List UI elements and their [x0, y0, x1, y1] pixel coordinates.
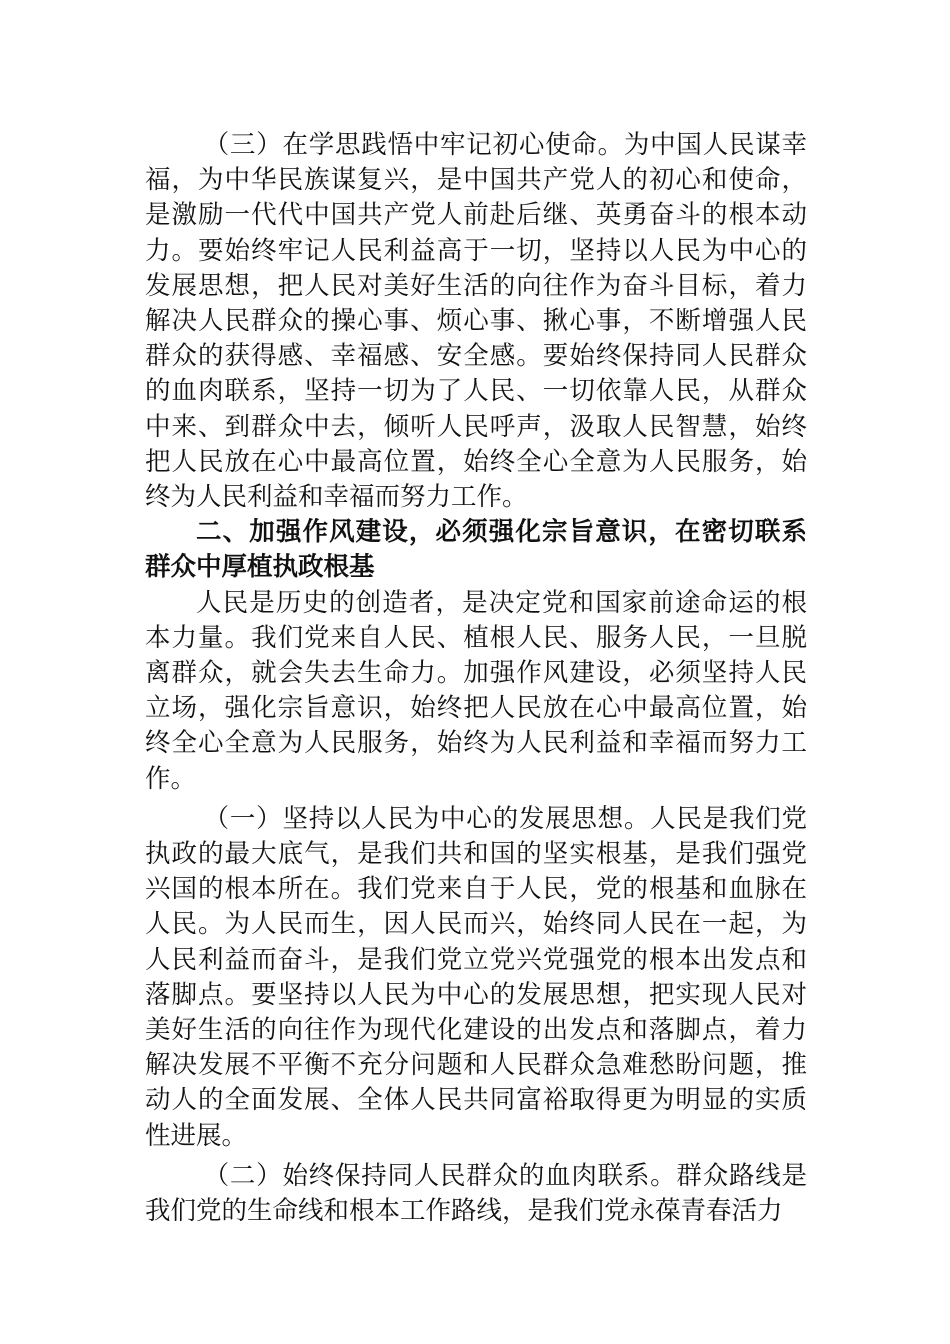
section-heading-two: 二、加强作风建设，必须强化宗旨意识，在密切联系群众中厚植执政根基	[145, 517, 807, 583]
paragraph-people-centered: （一）坚持以人民为中心的发展思想。人民是我们党执政的最大底气，是我们共和国的坚实根基，是我们强党兴国的根本所在。我们党来自于人民，党的根基和血脉在人民。为人民而生，因人民而兴，始终同人民在一起，为人民利益而奋斗，是我们党立党兴党强党的根本出发点和落脚点。要坚持以人民为中心的发展思想，把实现人民对美好生活的向往作为现代化建设的出发点和落脚点，着力解决发展不平衡不充分问题和人民群众急难愁盼问题，推动人的全面发展、全体人民共同富裕取得更为明显的实质性进展。	[145, 803, 807, 1151]
paragraph-remember-mission: （三）在学思践悟中牢记初心使命。为中国人民谋幸福，为中华民族谋复兴，是中国共产党人的初心和使命，是激励一代代中国共产党人前赴后继、英勇奋斗的根本动力。要始终牢记人民利益高于一切，坚持以人民为中心的发展思想，把人民对美好生活的向往作为奋斗目标，着力解决人民群众的操心事、烦心事、揪心事，不断增强人民群众的获得感、幸福感、安全感。要始终保持同人民群众的血肉联系，坚持一切为了人民、一切依靠人民，从群众中来、到群众中去，倾听人民呼声，汲取人民智慧，始终把人民放在心中最高位置，始终全心全意为人民服务，始终为人民利益和幸福而努力工作。	[145, 130, 807, 513]
paragraph-people-creators: 人民是历史的创造者，是决定党和国家前途命运的根本力量。我们党来自人民、植根人民、服务人民，一旦脱离群众，就会失去生命力。加强作风建设，必须坚持人民立场，强化宗旨意识，始终把人民放在心中最高位置，始终全心全意为人民服务，始终为人民利益和幸福而努力工作。	[145, 587, 807, 794]
paragraph-mass-line: （二）始终保持同人民群众的血肉联系。群众路线是我们党的生命线和根本工作路线，是我们党永葆青春活力	[145, 1160, 807, 1227]
document-body	[145, 128, 807, 1229]
